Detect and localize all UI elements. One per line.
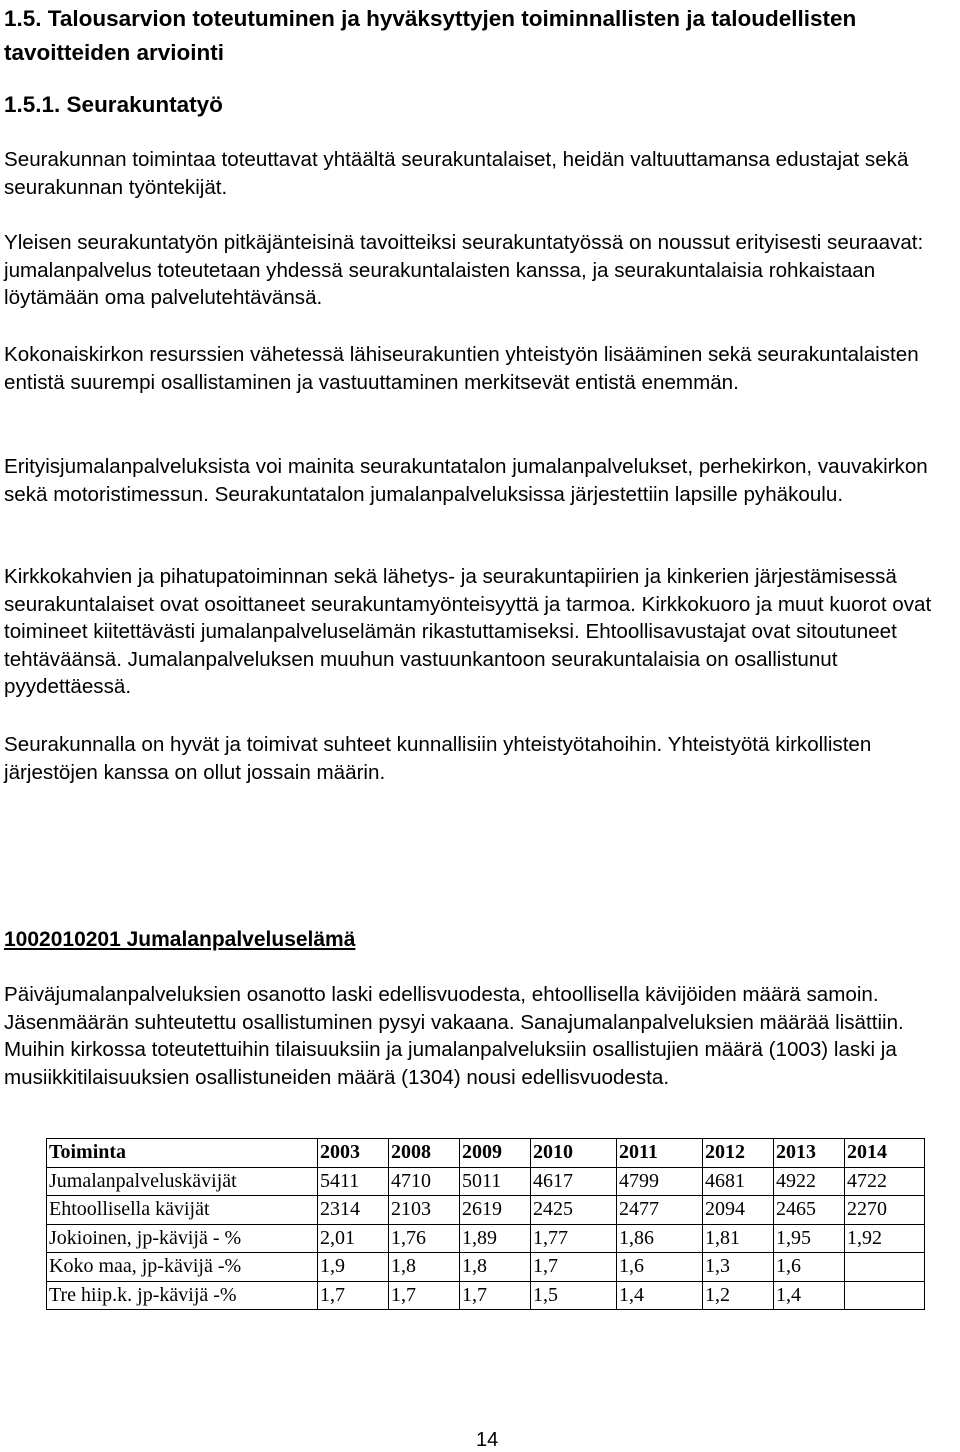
table-header-cell: Toiminta [47,1139,318,1168]
table-cell: 2425 [531,1196,617,1225]
paragraph-cooperation: Seurakunnalla on hyvät ja toimivat suhteet kunnallisiin yhteistyötahoihin. Yhteistyötä kirkollisten järjestöjen kanssa on ollut jossain määrin. [4,733,872,784]
table-cell: 1,3 [703,1253,774,1282]
table-cell: Ehtoollisella kävijät [47,1196,318,1225]
paragraph-goals: Yleisen seurakuntatyön pitkäjänteisinä tavoitteiksi seurakuntatyössä on noussut erityisesti seuraavat: jumalanpalvelus toteutetaan yhdessä seurakuntalaisten kanssa, ja seurakuntalaisia rohkaistaan löytämään oma palvelutehtävänsä. [4,231,924,309]
table-cell [845,1281,925,1310]
table-header-cell: 2011 [617,1139,703,1168]
table-cell: 1,9 [318,1253,389,1282]
table-cell: 1,86 [617,1224,703,1253]
table-header-cell: 2012 [703,1139,774,1168]
table-cell: 1,7 [318,1281,389,1310]
table-cell: 2619 [460,1196,531,1225]
table-cell: 2477 [617,1196,703,1225]
table-cell: 1,7 [531,1253,617,1282]
page-number: 14 [476,1429,499,1451]
table-cell: 1,77 [531,1224,617,1253]
table-cell: 1,4 [617,1281,703,1310]
table-cell: 1,95 [774,1224,845,1253]
table-cell: 1,7 [460,1281,531,1310]
table-cell: 4681 [703,1167,774,1196]
table-cell: 2314 [318,1196,389,1225]
table-row [47,1253,925,1282]
table-header-cell: 2008 [389,1139,460,1168]
table-header-cell: 2009 [460,1139,531,1168]
table-cell: Jokioinen, jp-kävijä - % [47,1224,318,1253]
table-cell: 1,8 [460,1253,531,1282]
table-header-cell: 2010 [531,1139,617,1168]
table-cell: 5411 [318,1167,389,1196]
account-heading: 1002010201 Jumalanpalveluselämä [4,928,356,951]
table-row [47,1167,925,1196]
table-cell: 2465 [774,1196,845,1225]
table-cell [845,1253,925,1282]
table-header-row [47,1139,925,1168]
table-cell: 2094 [703,1196,774,1225]
table-cell: 1,2 [703,1281,774,1310]
table-cell: 1,8 [389,1253,460,1282]
table-cell: 4617 [531,1167,617,1196]
table-header-cell: 2014 [845,1139,925,1168]
table-cell: 1,6 [617,1253,703,1282]
table-cell: 2270 [845,1196,925,1225]
paragraph-account: Päiväjumalanpalveluksien osanotto laski edellisvuodesta, ehtoollisella kävijöiden määrä samoin. Jäsenmäärän suhteutettu osallistuminen pysyi vakaana. Sanajumalanpalveluksien määrää lisättiin. Muihin kirkossa toteutettuihin tilaisuuksiin ja jumalanpalveluksiin osallistujien määrä (1003) laski ja musiikkitilaisuuksien osallistuneiden määrä (1304) nousi edellisvuodesta. [4,983,904,1089]
table-cell: Koko maa, jp-kävijä -% [47,1253,318,1282]
table-cell: 1,76 [389,1224,460,1253]
table-cell: 1,6 [774,1253,845,1282]
paragraph-resources: Kokonaiskirkon resurssien vähetessä lähiseurakuntien yhteistyön lisääminen sekä seurakuntalaisten entistä suurempi osallistaminen ja vastuuttaminen merkitsevät entistä enemmän. [4,343,919,394]
table-cell: 1,89 [460,1224,531,1253]
paragraph-special-services: Erityisjumalanpalveluksista voi mainita seurakuntatalon jumalanpalvelukset, perhekirkon, vauvakirkon sekä motoristimessun. Seurakuntatalon jumalanpalveluksissa järjestettiin lapsille pyhäkoulu. [4,455,928,506]
table-row [47,1196,925,1225]
table-row [47,1281,925,1310]
table-cell: Jumalanpalveluskävijät [47,1167,318,1196]
table-cell: 1,5 [531,1281,617,1310]
paragraph-intro: Seurakunnan toimintaa toteuttavat yhtäältä seurakuntalaiset, heidän valtuuttamansa edustajat sekä seurakunnan työntekijät. [4,148,909,199]
table-cell: 2,01 [318,1224,389,1253]
table-cell: 4710 [389,1167,460,1196]
table-cell: 1,4 [774,1281,845,1310]
table-cell: 4922 [774,1167,845,1196]
table-cell: 4799 [617,1167,703,1196]
table-header-cell: 2003 [318,1139,389,1168]
section-heading: 1.5. Talousarvion toteutuminen ja hyväksyttyjen toiminnallisten ja taloudellisten tavoitteiden arviointi [4,6,857,65]
table-cell: 2103 [389,1196,460,1225]
paragraph-volunteers: Kirkkokahvien ja pihatupatoiminnan sekä lähetys- ja seurakuntapiirien ja kinkerien järjestämisessä seurakuntalaiset ovat osoittaneet seurakuntamyönteisyyttä ja tarmoa. Kirkkokuoro ja muut kuorot ovat toimineet kiitettävästi jumalanpalveluselämän rikastuttamiseksi. Ehtoollisavustajat ovat sitoutuneet tehtäväänsä. Jumalanpalveluksen muuhun vastuunkantoon seurakuntalaisia on osallistunut pyydettäessä. [4,565,932,698]
table-cell: 1,7 [389,1281,460,1310]
table-cell: Tre hiip.k. jp-kävijä -% [47,1281,318,1310]
table-cell: 1,92 [845,1224,925,1253]
subsection-heading: 1.5.1. Seurakuntatyö [4,92,223,117]
table-row [47,1224,925,1253]
attendance-table [46,1138,925,1310]
table-cell: 4722 [845,1167,925,1196]
table-header-cell: 2013 [774,1139,845,1168]
table-cell: 5011 [460,1167,531,1196]
table-cell: 1,81 [703,1224,774,1253]
